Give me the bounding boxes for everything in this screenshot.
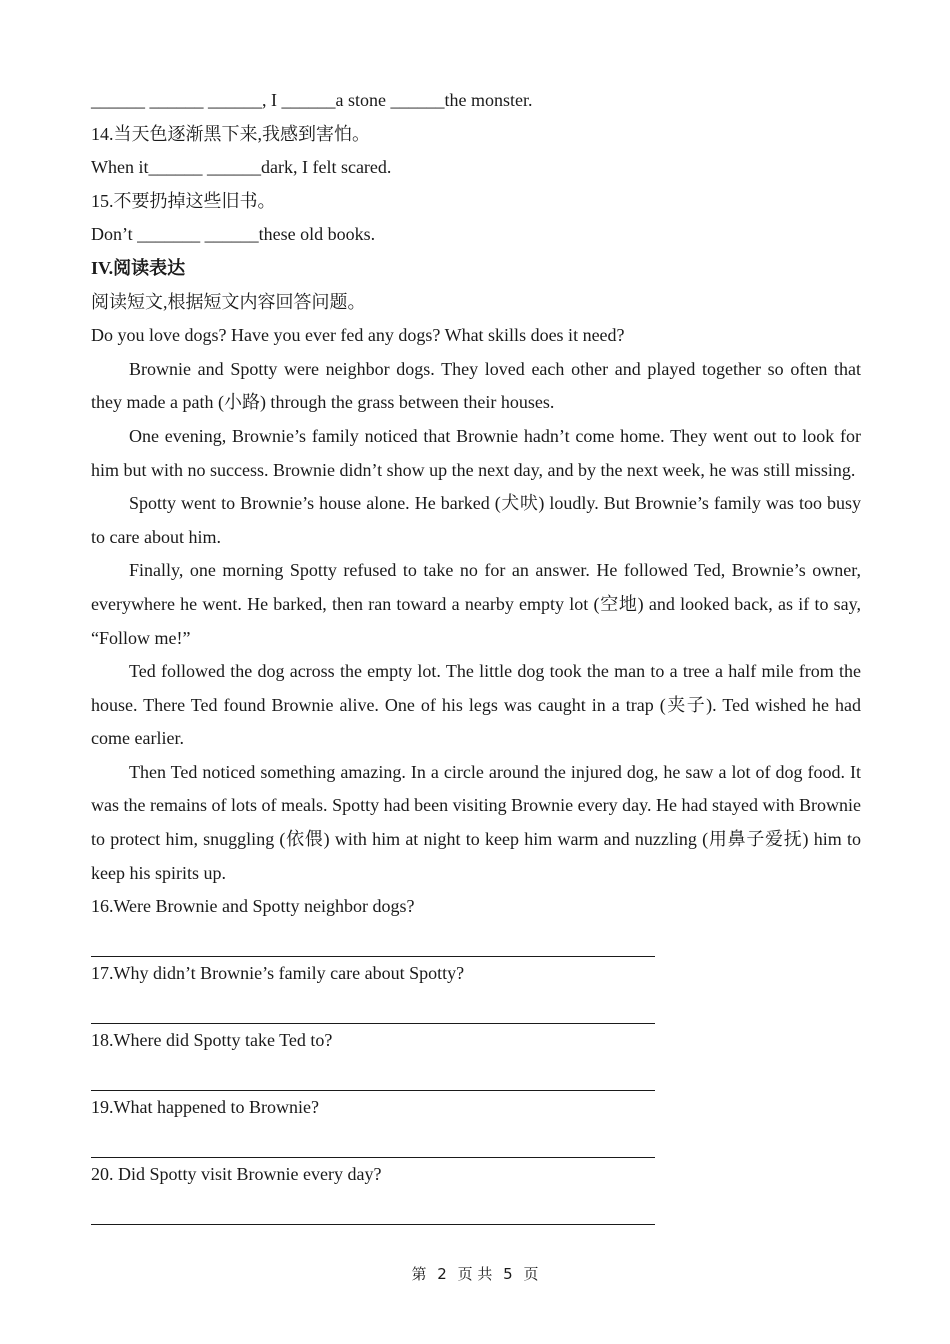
document-page xyxy=(91,84,861,1225)
question-19: 19.What happened to Brownie? xyxy=(91,1097,319,1118)
passage-paragraph: Finally, one morning Spotty refused to take no for an answer. He followed Ted, Brownie’s owner, everywhere he went. He barked, then ran toward a nearby empty lot (空地) and looked back, as if to say, “Follow me!” xyxy=(91,560,861,648)
footer-total-pages: 5 xyxy=(503,1265,513,1283)
q14-english: When it______ ______dark, I felt scared. xyxy=(91,157,392,178)
passage-paragraph: Then Ted noticed something amazing. In a circle around the injured dog, he saw a lot of dog food. It was the remains of lots of meals. Spotty had been visiting Brownie every day. He had stayed with Brownie to protect him, snuggling (依偎) with him at night to keep him warm and nuzzling (用鼻子爱抚) him to keep his spirits up. xyxy=(91,761,861,883)
page-footer xyxy=(0,1263,950,1284)
question-16: 16.Were Brownie and Spotty neighbor dogs? xyxy=(91,896,415,917)
section-title: IV.阅读表达 xyxy=(91,257,186,278)
passage-intro: Do you love dogs? Have you ever fed any dogs? What skills does it need? xyxy=(91,325,625,346)
passage-paragraph: Ted followed the dog across the empty lot. The little dog took the man to a tree a half mile from the house. There Ted found Brownie alive. One of his legs was caught in a trap (夹子). Ted wished he had come earlier. xyxy=(91,661,861,749)
footer-prefix: 第 xyxy=(411,1265,427,1283)
answer-line-17[interactable] xyxy=(91,991,655,1024)
answer-line-20[interactable] xyxy=(91,1192,655,1225)
passage-paragraph: Spotty went to Brownie’s house alone. He barked (犬吠) loudly. But Brownie’s family was too busy to care about him. xyxy=(91,493,861,547)
question-18: 18.Where did Spotty take Ted to? xyxy=(91,1030,333,1051)
passage-paragraph: One evening, Brownie’s family noticed that Brownie hadn’t come home. They went out to look for him but with no success. Brownie didn’t show up the next day, and by the next week, he was still missing. xyxy=(91,425,861,480)
answer-line-16[interactable] xyxy=(91,924,655,957)
passage-paragraph: Brownie and Spotty were neighbor dogs. They loved each other and played together so often that they made a path (小路) through the grass between their houses. xyxy=(91,358,861,413)
question-20: 20. Did Spotty visit Brownie every day? xyxy=(91,1164,382,1185)
answer-line-18[interactable] xyxy=(91,1058,655,1091)
section-instruction: 阅读短文,根据短文内容回答问题。 xyxy=(91,291,366,312)
q15-chinese: 15.不要扔掉这些旧书。 xyxy=(91,190,276,211)
footer-suffix: 页 xyxy=(523,1265,539,1283)
q14-chinese: 14.当天色逐渐黑下来,我感到害怕。 xyxy=(91,123,370,144)
footer-middle: 页 共 xyxy=(457,1265,493,1283)
q13-answer-line: ______ ______ ______, I ______a stone ______the monster. xyxy=(91,90,533,110)
q15-english: Don’t _______ ______these old books. xyxy=(91,224,376,245)
question-17: 17.Why didn’t Brownie’s family care about Spotty? xyxy=(91,963,465,984)
footer-page-number: 2 xyxy=(437,1265,447,1283)
answer-line-19[interactable] xyxy=(91,1125,655,1158)
